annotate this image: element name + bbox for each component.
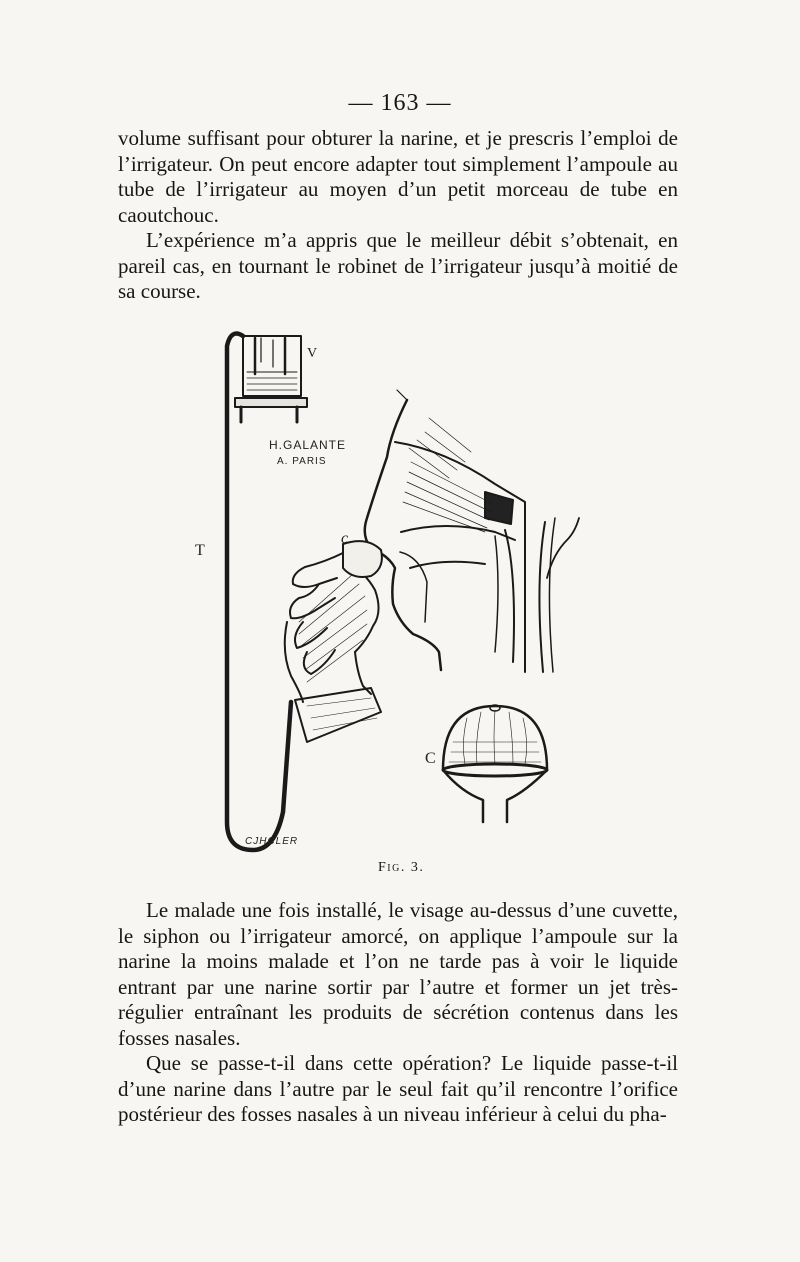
head-cross-section [365,390,579,672]
irrigator-reservoir [235,336,307,422]
label-c-small: c [341,530,349,547]
paragraph: Le malade une fois installé, le visage au-dessus d’une cuvette, le siphon ou l’irrigateur amorcé, on applique l’ampoule sur la narine la moins malade et l’on ne tarde pas à voir le liquide entrant par une narine sortir par l’autre et former un jet très-régulier entraînant les produits de sécrétion contenus dans les fosses nasales. [118,898,678,1050]
glass-ampoule [443,705,547,822]
siphon-tube [227,334,291,850]
text-block-top [118,126,678,305]
paragraph: volume suffisant pour obturer la narine, et je prescris l’emploi de l’irrigateur. On peut encore adapter tout simplement l’ampoule au tube de l’irrigateur au moyen d’un petit morceau de tube en caoutchouc. [118,126,678,227]
engraving-illustration [195,322,695,882]
label-v: V [307,346,318,361]
paragraph: L’expérience m’a appris que le meilleur débit s’obtenait, en pareil cas, en tournant le robinet de l’irrigateur jusqu’à moitié de sa course. [118,228,678,303]
hand-holding-ampoule [285,541,382,742]
page-number: — 163 — [348,90,452,116]
maker-name: H.GALANTE [269,438,347,452]
maker-city: A. PARIS [277,456,327,467]
paragraph: Que se passe-t-il dans cette opération? Le liquide passe-t-il d’une narine dans l’autre par le seul fait qu’il rencontre l’orifice postérieur des fosses nasales à un niveau inférieur à celui du pha- [118,1051,678,1126]
label-c-large: C [425,750,436,767]
figure-illustration [195,322,695,882]
figure-caption: Fig. 3. [378,860,425,875]
text-block-bottom [118,898,678,1128]
label-t: T [195,542,205,559]
engraver-signature: CJHCLER [245,836,299,847]
